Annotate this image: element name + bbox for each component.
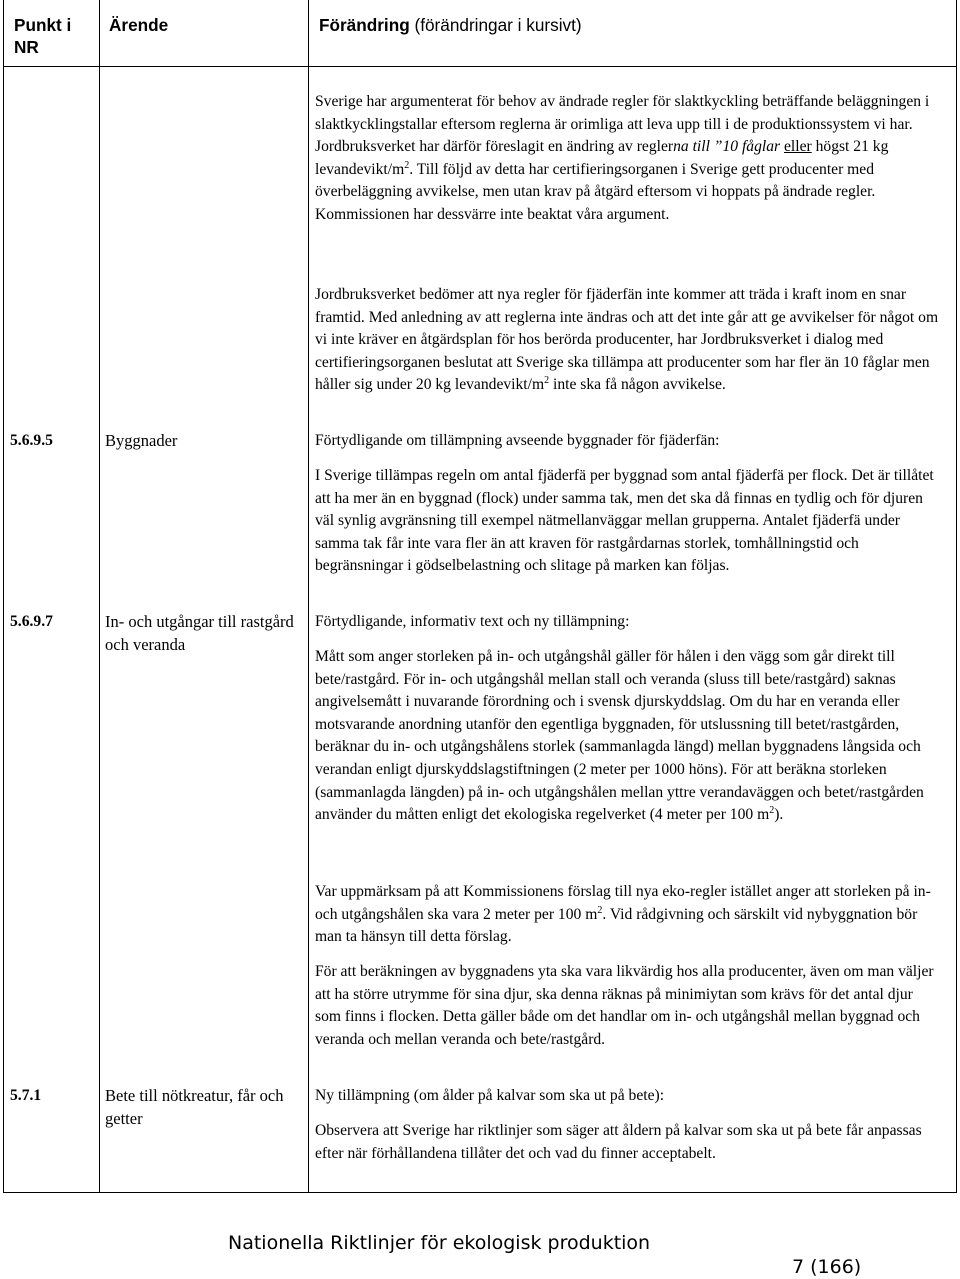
header-punkt-nr: Punkt i NR bbox=[14, 15, 72, 57]
text: Var uppmärksam på att Kommissionens förslag till nya eko-regler istället anger att storleken på in- och utgångshålen ska vara 2 meter per 100 m bbox=[315, 883, 931, 923]
row-number: 5.7.1 bbox=[10, 1087, 42, 1104]
row-topic: Byggnader bbox=[105, 431, 178, 450]
text: Mått som anger storleken på in- och utgångshål gäller för hålen i den vägg som går direkt till bete/rastgård. För in- och utgångshål mellan stall och veranda (sluss till bete/rastgård) saknas angivelsemått i nuvarande förordning och i svensk djurskyddslag. Om du har en veranda eller motsvarande anordning utanför den egentliga byggnaden, för utslussning till betet/rastgården, beräknar du in- och utgångshålens storlek (sammanlagda längd) mellan byggnadens långsida och verandan enligt djurskyddslagstiftningen (2 meter per 1000 höns). För att beräkna storleken (sammanlagda längden) på in- och utgångshålen mellan yttre verandaväggen och betet/rastgården använder du måtten enligt det ekologiska regelverket (4 meter per 100 m bbox=[315, 648, 924, 824]
header-forandring-label: Förändring bbox=[319, 15, 410, 35]
row3-intro: Ny tillämpning (om ålder på kalvar som ska ut på bete): bbox=[315, 1087, 665, 1104]
row2-paragraph-3: För att beräkningen av byggnadens yta ska vara likvärdig hos alla producenter, även om man väljer att ha större utrymme för sina djur, ska denna räknas på minimiytan som krävs för det antal djur som finns i flocken. Detta gäller både om det handlar om in- och utgångshål mellan byggnad och veranda och mellan veranda och bete/rastgård. bbox=[315, 963, 934, 1048]
footer-title: Nationella Riktlinjer för ekologisk produktion bbox=[228, 1232, 651, 1254]
row-number: 5.6.9.5 bbox=[10, 432, 53, 449]
page-number: 7 (166) bbox=[792, 1256, 862, 1278]
superscript: 2 bbox=[404, 159, 410, 171]
header-forandring-note: (förändringar i kursivt) bbox=[414, 15, 582, 35]
column-divider bbox=[99, 0, 100, 1192]
superscript: 2 bbox=[597, 904, 603, 916]
row-topic: In- och utgångar till rastgård och veranda bbox=[105, 612, 294, 654]
row-number: 5.6.9.7 bbox=[10, 613, 53, 630]
italic-text: na till ”10 fåglar bbox=[673, 138, 781, 156]
text: inte ska få någon avvikelse. bbox=[549, 376, 726, 394]
row2-paragraph-2 bbox=[315, 881, 940, 949]
text: . Till följd av detta har certifieringsorganen i Sverige gett producenter med överbeläggning avvikelse, men utan krav på åtgärd eftersom vi hoppats på ändrade regler. Kommissionen har dessvärre inte beaktat våra argument. bbox=[315, 160, 876, 223]
row0-paragraph-1 bbox=[315, 91, 940, 227]
text: högst 21 kg levandevikt/m bbox=[315, 138, 889, 178]
row1-intro: Förtydligande om tillämpning avseende byggnader för fjäderfän: bbox=[315, 432, 720, 449]
row2-intro: Förtydligande, informativ text och ny tillämpning: bbox=[315, 613, 630, 630]
row2-paragraph-1 bbox=[315, 646, 940, 827]
row3-body: Observera att Sverige har riktlinjer som säger att åldern på kalvar som ska ut på bete får anpassas efter när förhållandena tillåter det och vad du finner acceptabelt. bbox=[315, 1122, 922, 1162]
text: . Vid rådgivning och särskilt vid nybyggnation bör man ta hänsyn till detta förslag. bbox=[315, 905, 918, 946]
text: Jordbruksverket bedömer att nya regler för fjäderfän inte kommer att träda i kraft inom en snar framtid. Med anledning av att reglerna inte ändras och att det inte går att ge avvikelser för något om vi inte kräver en åtgärdsplan för hos berörda producenter, har Jordbruksverket i dialog med certifieringsorganen beslutat att Sverige ska tillämpa att producenter som har fler än 10 fåglar men håller sig under 20 kg levandevikt/m bbox=[315, 286, 939, 394]
header-divider bbox=[4, 66, 956, 67]
header-arende: Ärende bbox=[109, 15, 169, 35]
header-forandring bbox=[319, 14, 582, 36]
text: ). bbox=[774, 806, 784, 824]
superscript: 2 bbox=[769, 804, 775, 816]
row1-body: I Sverige tillämpas regeln om antal fjäderfä per byggnad som antal fjäderfä per flock. Det är tillåtet att ha mer än en byggnad (flock) under samma tak, men det ska då finnas en tydlig och för djuren väl synlig avgränsning till exempel nätmellanväggar mellan grupperna. Antalet fjäderfä under samma tak får inte vara fler än att kraven för rastgårdarnas storlek, tomhållningstid och begränsningar i gödselbelastning och slitage på marken kan följas. bbox=[315, 467, 934, 575]
underlined-text: eller bbox=[784, 138, 812, 156]
superscript: 2 bbox=[544, 375, 550, 387]
row-topic: Bete till nötkreatur, får och getter bbox=[105, 1086, 284, 1128]
text: Sverige har argumenterat för behov av ändrade regler för slaktkyckling beträffande beläggningen i slaktkycklingstallar eftersom reglerna är orimliga att leva upp till i de produktionssystem vi har. Jordbruksverket har därför föreslagit en ändring av regler bbox=[315, 93, 930, 156]
column-divider bbox=[308, 0, 309, 1192]
row0-paragraph-2 bbox=[315, 284, 940, 397]
